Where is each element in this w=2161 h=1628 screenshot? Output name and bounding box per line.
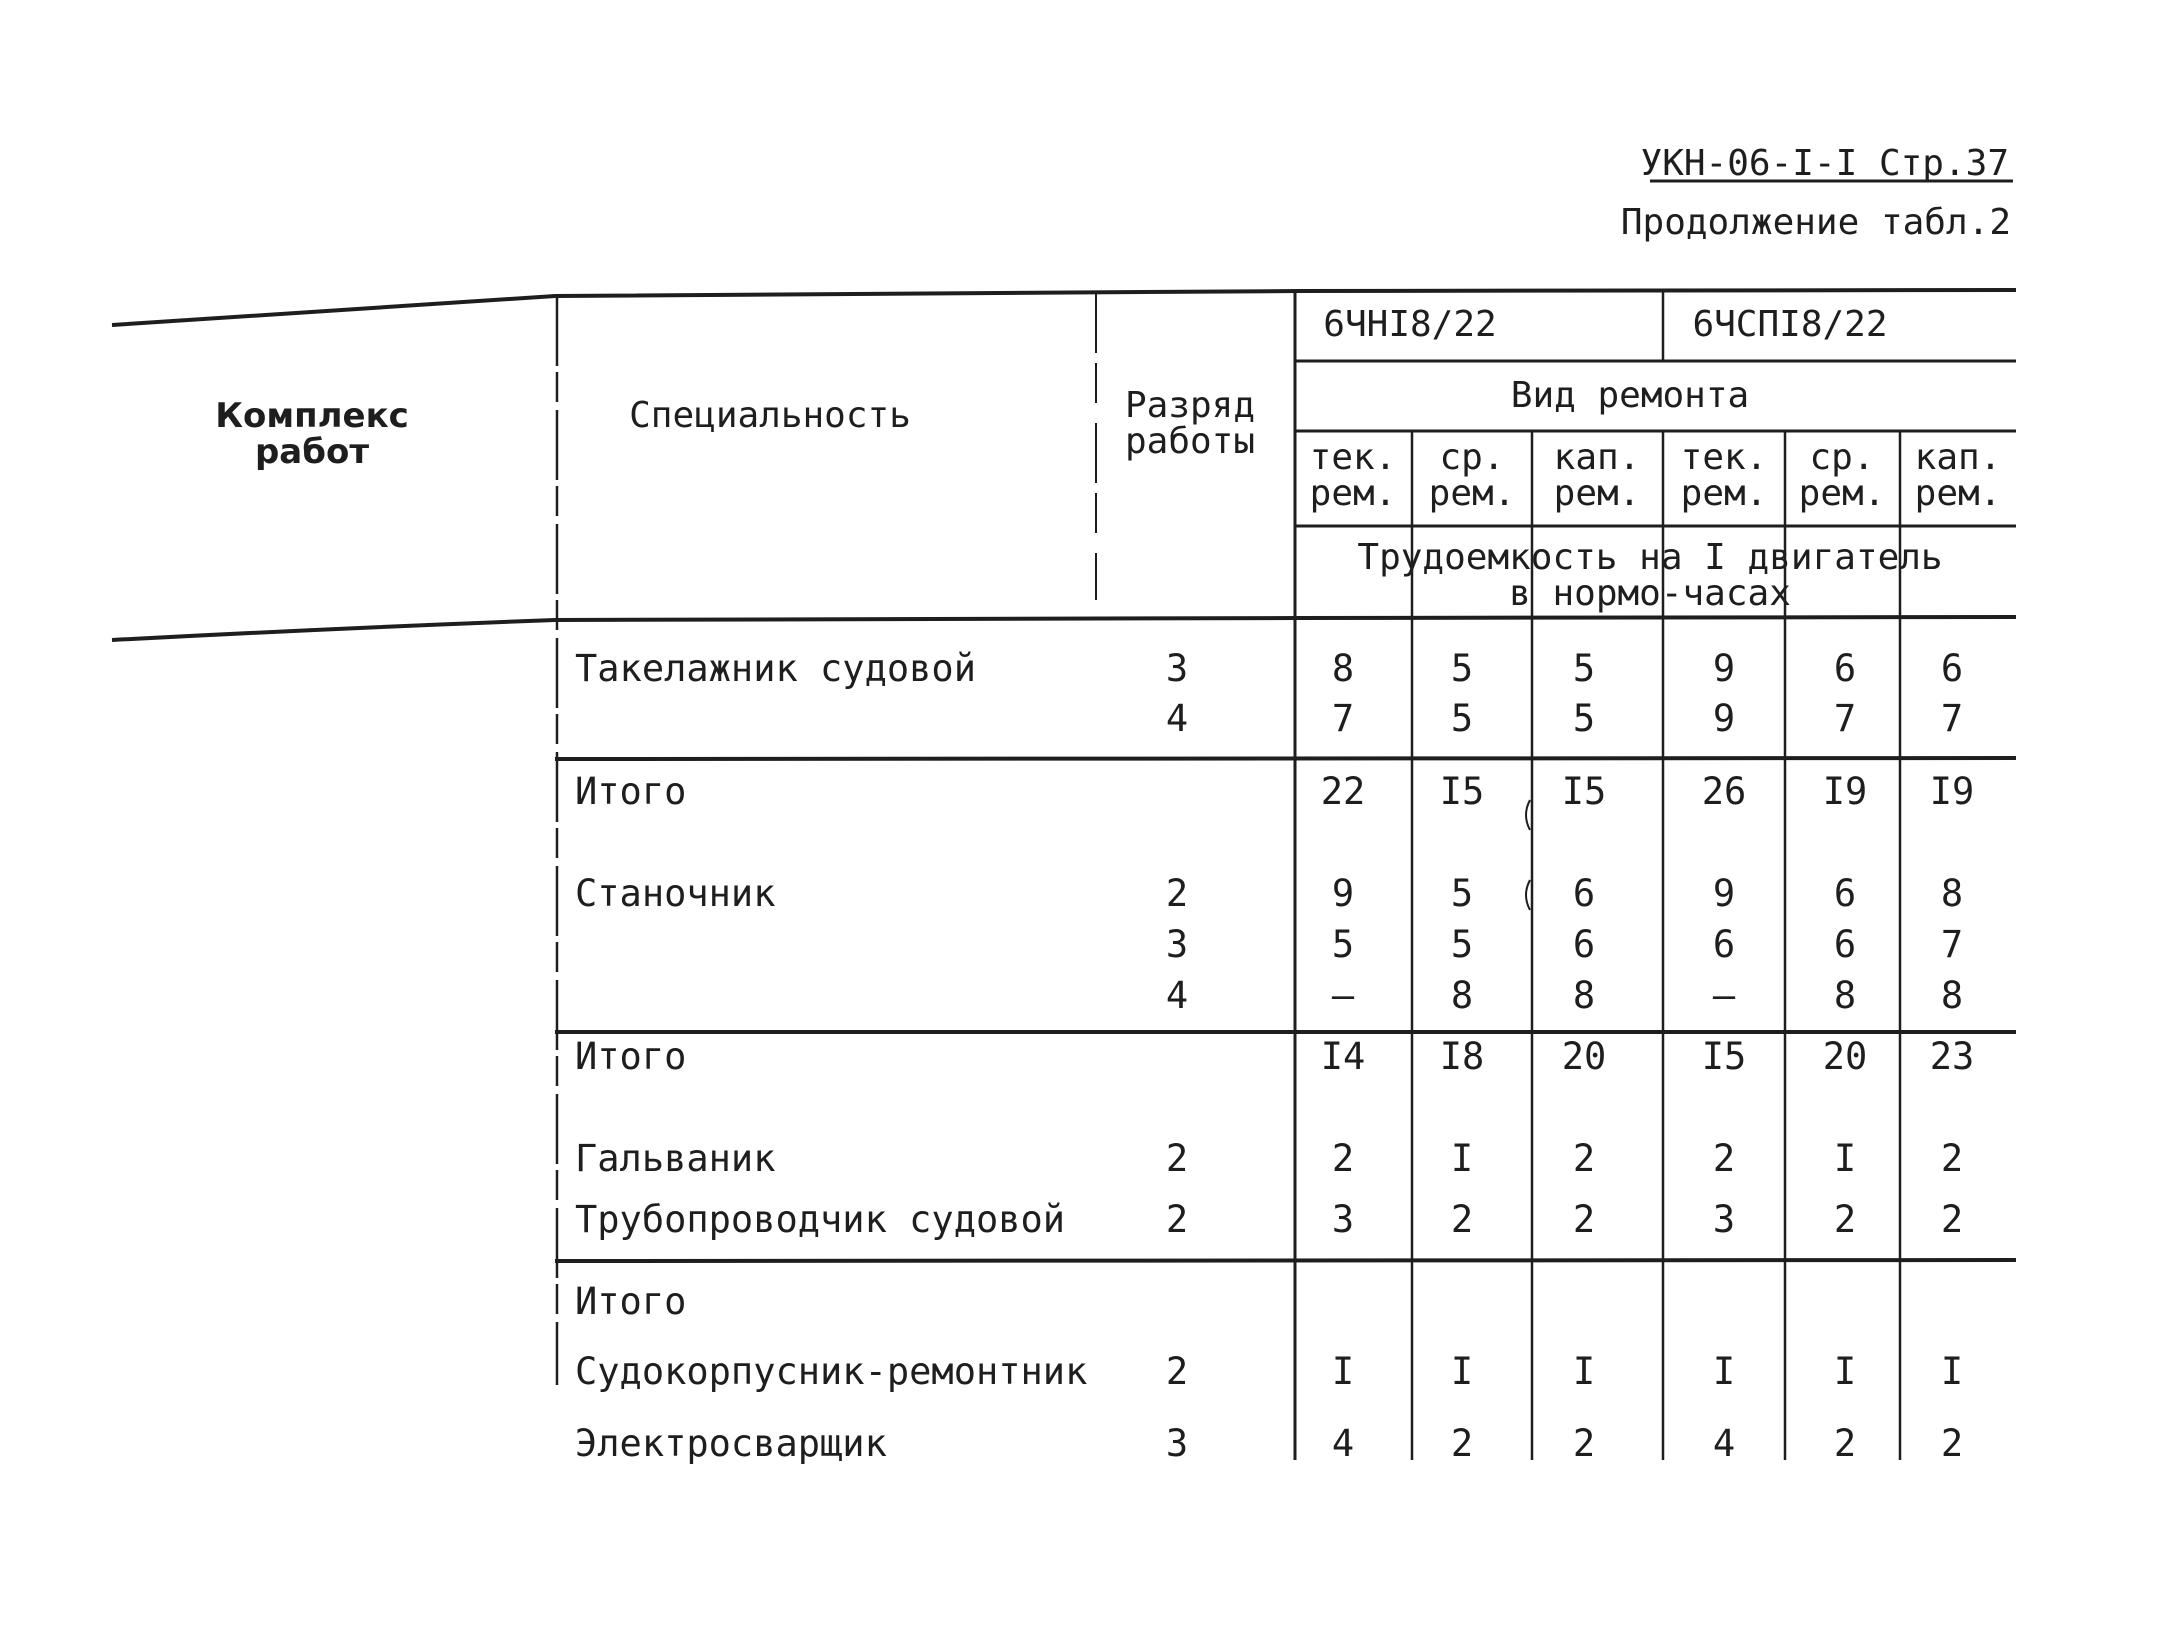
row-grade: 3 — [1165, 923, 1189, 966]
repair-type-header: ср. рем. — [1428, 437, 1516, 514]
row-grade: 2 — [1165, 1137, 1189, 1180]
repair-type-header: кап. рем. — [1914, 437, 2002, 514]
row-value: 3 — [1712, 1198, 1736, 1241]
row-value: 20 — [1561, 1035, 1607, 1078]
row-value: 2 — [1712, 1137, 1736, 1180]
row-grade: 3 — [1165, 1422, 1189, 1465]
row-value: 2 — [1833, 1198, 1857, 1241]
row-specialty: Итого — [575, 1280, 687, 1323]
row-specialty: Станочник — [575, 872, 776, 915]
document-code: УКН-06-I-I Стр.37 — [1640, 143, 2009, 184]
row-value: 7 — [1331, 697, 1355, 740]
row-value: – — [1712, 974, 1736, 1017]
row-grade: 4 — [1165, 974, 1189, 1017]
column-header-specialty: Специальность — [629, 395, 911, 436]
row-value: 8 — [1833, 974, 1857, 1017]
repair-kind-header: Вид ремонта — [1510, 375, 1750, 416]
row-value: 5 — [1450, 923, 1474, 966]
row-value: 6 — [1833, 647, 1857, 690]
repair-type-header: тек. рем. — [1680, 437, 1768, 514]
row-value: 8 — [1572, 974, 1596, 1017]
row-value: 7 — [1833, 697, 1857, 740]
row-value: 6 — [1833, 923, 1857, 966]
row-value: 2 — [1572, 1422, 1596, 1465]
repair-type-header: тек. рем. — [1309, 437, 1397, 514]
row-value: 2 — [1331, 1137, 1355, 1180]
row-value: I — [1331, 1350, 1355, 1393]
row-value: 6 — [1572, 872, 1596, 915]
row-value: 2 — [1572, 1198, 1596, 1241]
row-value: I — [1833, 1350, 1857, 1393]
repair-type-header: ср. рем. — [1798, 437, 1886, 514]
row-value: I5 — [1439, 770, 1485, 813]
row-specialty: Гальваник — [575, 1137, 776, 1180]
row-value: 4 — [1712, 1422, 1736, 1465]
row-value: 3 — [1331, 1198, 1355, 1241]
row-value: I — [1450, 1350, 1474, 1393]
row-value: 22 — [1320, 770, 1366, 813]
row-value: 23 — [1929, 1035, 1975, 1078]
row-value: 6 — [1833, 872, 1857, 915]
row-grade: 2 — [1165, 1198, 1189, 1241]
row-value: 2 — [1450, 1422, 1474, 1465]
row-value: 5 — [1450, 647, 1474, 690]
row-value: 6 — [1712, 923, 1736, 966]
row-value: 6 — [1940, 647, 1964, 690]
row-value: 9 — [1712, 647, 1736, 690]
row-value: I — [1450, 1137, 1474, 1180]
row-specialty: Итого — [575, 1035, 687, 1078]
engine-header-2: 6ЧСПI8/22 — [1692, 304, 1888, 345]
engine-header-1: 6ЧНI8/22 — [1323, 304, 1497, 345]
row-grade: 2 — [1165, 1350, 1189, 1393]
row-value: 2 — [1450, 1198, 1474, 1241]
row-grade: 3 — [1165, 647, 1189, 690]
row-value: 2 — [1572, 1137, 1596, 1180]
row-value: 8 — [1331, 647, 1355, 690]
row-grade: 2 — [1165, 872, 1189, 915]
row-specialty: Трубопроводчик судовой — [575, 1198, 1066, 1241]
row-value: I — [1712, 1350, 1736, 1393]
row-value: 5 — [1450, 872, 1474, 915]
row-grade: 4 — [1165, 697, 1189, 740]
column-header-complex: Комплекс работ — [215, 396, 409, 472]
table-continuation: Продолжение табл.2 — [1620, 202, 2011, 243]
row-value: – — [1331, 974, 1355, 1017]
column-header-grade: Разряд работы — [1124, 385, 1256, 462]
row-value: 6 — [1572, 923, 1596, 966]
row-value: I4 — [1320, 1035, 1366, 1078]
row-value: 20 — [1822, 1035, 1868, 1078]
row-value: 7 — [1940, 697, 1964, 740]
row-value: 9 — [1712, 697, 1736, 740]
row-value: 5 — [1331, 923, 1355, 966]
row-specialty: Итого — [575, 770, 687, 813]
row-value: 2 — [1940, 1137, 1964, 1180]
row-value: I — [1833, 1137, 1857, 1180]
row-value: I — [1940, 1350, 1964, 1393]
row-specialty: Электросварщик — [575, 1422, 887, 1465]
row-value: I — [1572, 1350, 1596, 1393]
row-value: 8 — [1940, 872, 1964, 915]
row-value: I9 — [1822, 770, 1868, 813]
row-value: I5 — [1561, 770, 1607, 813]
row-value: 9 — [1712, 872, 1736, 915]
row-value: I5 — [1701, 1035, 1747, 1078]
labor-unit-note: Трудоемкость на I двигатель в нормо-часах — [1357, 537, 1943, 614]
row-value: I8 — [1439, 1035, 1485, 1078]
row-value: 8 — [1940, 974, 1964, 1017]
row-value: 2 — [1833, 1422, 1857, 1465]
row-specialty: Судокорпусник-ремонтник — [575, 1350, 1088, 1393]
row-value: 7 — [1940, 923, 1964, 966]
row-specialty: Такелажник судовой — [575, 647, 976, 690]
row-value: I9 — [1929, 770, 1975, 813]
row-value: 2 — [1940, 1198, 1964, 1241]
row-value: 5 — [1450, 697, 1474, 740]
row-value: 5 — [1572, 647, 1596, 690]
row-value: 2 — [1940, 1422, 1964, 1465]
row-value: 5 — [1572, 697, 1596, 740]
row-value: 4 — [1331, 1422, 1355, 1465]
repair-type-header: кап. рем. — [1553, 437, 1641, 514]
row-value: 26 — [1701, 770, 1747, 813]
row-value: 8 — [1450, 974, 1474, 1017]
row-value: 9 — [1331, 872, 1355, 915]
